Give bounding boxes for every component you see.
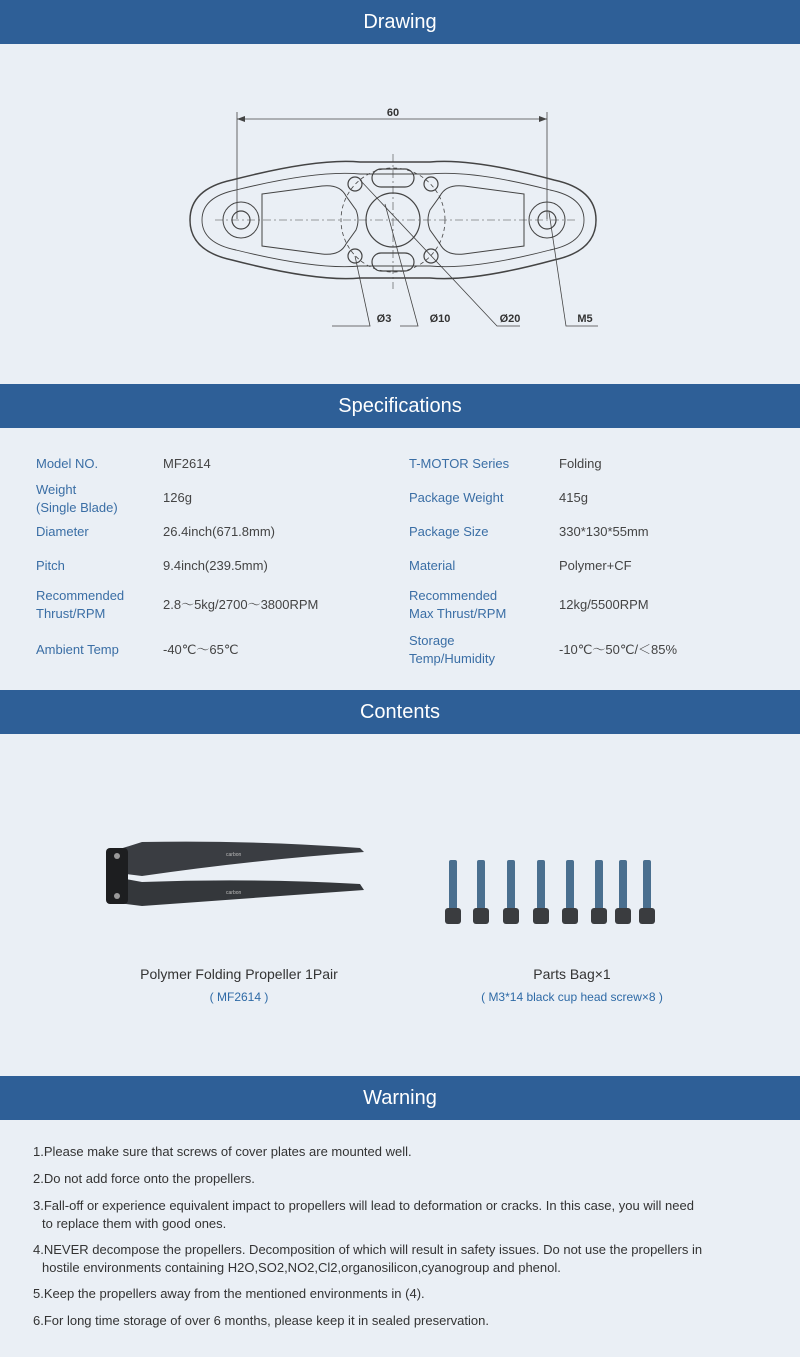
spec-label-model-no: Model NO.	[36, 456, 99, 471]
spec-label-package-size: Package Size	[409, 524, 489, 539]
drawing-section-header: Drawing	[0, 0, 800, 44]
spec-value-model-no: MF2614	[163, 456, 211, 471]
spec-label-series: T-MOTOR Series	[409, 456, 510, 471]
spec-label-max-thrust-line1: Recommended	[409, 588, 498, 603]
spec-value-material: Polymer+CF	[559, 558, 632, 573]
diameter-10-label: Ø10	[429, 313, 451, 325]
spec-label-storage-line1: Storage	[409, 633, 455, 648]
warning-item-6-text: 6.For long time storage of over 6 months, please keep it in sealed preservation.	[33, 1313, 489, 1328]
technical-drawing	[0, 44, 800, 384]
spec-value-package-size: 330*130*55mm	[559, 524, 649, 539]
spec-label-max-thrust-line2: Max Thrust/RPM	[409, 606, 507, 621]
warning-item-6	[33, 1312, 773, 1330]
dimension-60-label: 60	[386, 107, 400, 119]
warning-item-3	[33, 1197, 773, 1233]
warning-item-3-text: 3.Fall-off or experience equivalent impact to propellers will lead to deformation or cracks. In this case, you will need	[33, 1198, 694, 1213]
spec-label-pitch: Pitch	[36, 558, 65, 573]
spec-value-diameter: 26.4inch(671.8mm)	[163, 524, 275, 539]
contents-section-header: Contents	[0, 690, 800, 734]
warning-item-4-continuation: hostile environments containing H2O,SO2,NO2,Cl2,organosilicon,cyanogroup and phenol.	[42, 1260, 561, 1275]
spec-value-ambient-temp: -40℃～65℃	[163, 642, 239, 657]
warning-item-1-text: 1.Please make sure that screws of cover plates are mounted well.	[33, 1144, 412, 1159]
spec-label-package-weight: Package Weight	[409, 490, 504, 505]
spec-value-recommended-thrust: 2.8～5kg/2700～3800RPM	[163, 597, 319, 612]
warning-item-4-text: 4.NEVER decompose the propellers. Decomposition of which will result in safety issues. Do not use the propellers in	[33, 1242, 703, 1257]
propeller-item-subtitle: ( MF2614 )	[209, 990, 269, 1004]
spec-value-storage: -10℃～50℃/＜85%	[559, 642, 678, 657]
warning-item-2	[33, 1170, 773, 1188]
propeller-image	[102, 836, 372, 926]
propeller-brand-mark: carbon	[226, 852, 242, 858]
specifications-table	[0, 430, 800, 690]
warning-item-3-continuation: to replace them with good ones.	[42, 1216, 227, 1231]
spec-value-series: Folding	[559, 456, 602, 471]
spec-value-weight: 126g	[163, 490, 192, 505]
warning-item-1	[33, 1143, 773, 1161]
spec-label-recommended-thrust-line1: Recommended	[36, 588, 125, 603]
spec-label-material: Material	[409, 558, 456, 573]
warning-list	[0, 1120, 800, 1357]
contents-area	[0, 734, 800, 1076]
screws-image	[435, 854, 685, 934]
spec-label-weight-line2: (Single Blade)	[36, 500, 118, 515]
spec-value-max-thrust: 12kg/5500RPM	[559, 597, 649, 612]
parts-bag-item-title: Parts Bag×1	[533, 966, 611, 982]
warning-item-2-text: 2.Do not add force onto the propellers.	[33, 1171, 255, 1186]
spec-label-storage-line2: Temp/Humidity	[409, 651, 495, 666]
thread-m5-label: M5	[577, 313, 593, 325]
warning-section-header: Warning	[0, 1076, 800, 1120]
warning-item-5-text: 5.Keep the propellers away from the mentioned environments in (4).	[33, 1286, 425, 1301]
diameter-20-label: Ø20	[499, 313, 521, 325]
warning-item-4	[33, 1241, 773, 1277]
spec-value-pitch: 9.4inch(239.5mm)	[163, 558, 268, 573]
spec-label-recommended-thrust-line2: Thrust/RPM	[36, 606, 106, 621]
warning-item-5	[33, 1285, 773, 1303]
spec-label-weight-line1: Weight	[36, 482, 77, 497]
spec-label-recommended-thrust	[36, 587, 124, 623]
diameter-3-label: Ø3	[376, 313, 392, 325]
drawing-area	[0, 44, 800, 384]
spec-value-package-weight: 415g	[559, 490, 588, 505]
spec-label-ambient-temp: Ambient Temp	[36, 642, 119, 657]
spec-label-max-thrust	[409, 587, 506, 623]
spec-label-diameter: Diameter	[36, 524, 89, 539]
spec-label-weight	[36, 481, 118, 517]
spec-label-storage	[409, 632, 495, 668]
specifications-section-header: Specifications	[0, 384, 800, 428]
propeller-item-title: Polymer Folding Propeller 1Pair	[140, 966, 338, 982]
propeller-brand-mark-lower: carbon	[226, 890, 242, 896]
parts-bag-item-subtitle: ( M3*14 black cup head screw×8 )	[481, 990, 663, 1004]
